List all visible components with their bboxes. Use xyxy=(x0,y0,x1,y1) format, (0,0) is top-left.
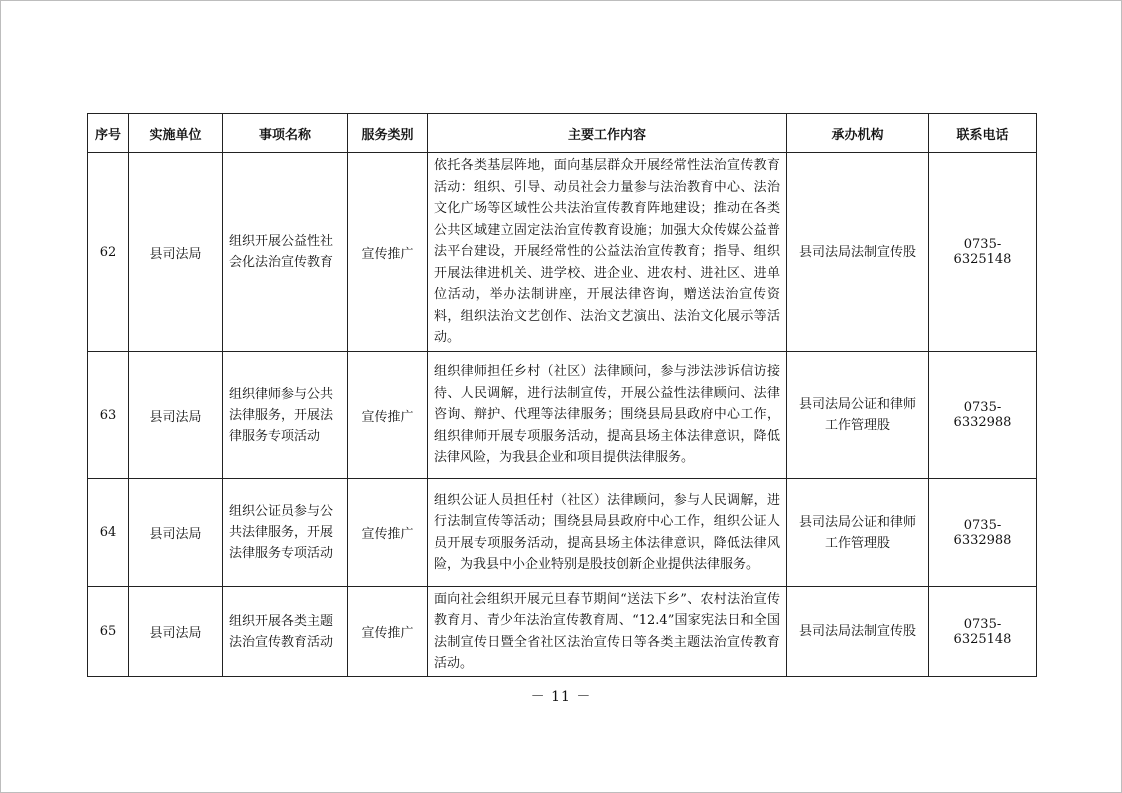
row-org: 县司法局公证和律师工作管理股 xyxy=(787,479,929,587)
row-unit: 县司法局 xyxy=(129,587,223,677)
table-row xyxy=(88,352,1037,479)
row-content: 依托各类基层阵地，面向基层群众开展经常性法治宣传教育活动：组织、引导、动员社会力量参与法治教育中心、法治文化广场等区域性公共法治宣传教育阵地建设；推动在各类公共区域建立固定法治宣传教育设施；加强大众传媒公益普法平台建设，开展经常性的公益法治宣传教育；指导、组织开展法律进机关、进学校、进企业、进农村、进社区、进单位活动，举办法制讲座，开展法律咨询，赠送法治宣传资料，组织法治文艺创作、法治文艺演出、法治文化展示等活动。 xyxy=(428,153,787,352)
row-unit: 县司法局 xyxy=(129,352,223,479)
row-phone: 0735-6325148 xyxy=(929,587,1037,677)
row-org: 县司法局公证和律师工作管理股 xyxy=(787,352,929,479)
header-content: 主要工作内容 xyxy=(428,114,787,153)
row-seq: 64 xyxy=(88,479,129,587)
row-org: 县司法局法制宣传股 xyxy=(787,587,929,677)
row-unit: 县司法局 xyxy=(129,479,223,587)
table-row xyxy=(88,479,1037,587)
row-content: 面向社会组织开展元旦春节期间“送法下乡”、农村法治宣传教育月、青少年法治宣传教育周、“12.4”国家宪法日和全国法制宣传日暨全省社区法治宣传日等各类主题法治宣传教育活动。 xyxy=(428,587,787,677)
page-number: － 11 － xyxy=(530,689,592,705)
row-phone: 0735-6332988 xyxy=(929,479,1037,587)
row-content: 组织公证人员担任村（社区）法律顾问，参与人民调解，进行法制宣传等活动；围绕县局县政府中心工作，组织公证人员开展专项服务活动，提高县场主体法律意识，降低法律风险，为我县中小企业特别是股技创新企业提供法律服务。 xyxy=(428,479,787,587)
table-header-row xyxy=(88,114,1037,153)
table-row xyxy=(88,153,1037,352)
table-row xyxy=(88,587,1037,677)
row-phone: 0735-6332988 xyxy=(929,352,1037,479)
services-table xyxy=(87,113,1037,677)
row-category: 宣传推广 xyxy=(348,153,428,352)
row-org: 县司法局法制宣传股 xyxy=(787,153,929,352)
row-item: 组织开展公益性社会化法治宣传教育 xyxy=(223,153,348,352)
row-seq: 65 xyxy=(88,587,129,677)
header-item: 事项名称 xyxy=(223,114,348,153)
row-item: 组织律师参与公共法律服务，开展法律服务专项活动 xyxy=(223,352,348,479)
row-phone: 0735-6325148 xyxy=(929,153,1037,352)
header-phone: 联系电话 xyxy=(929,114,1037,153)
row-category: 宣传推广 xyxy=(348,352,428,479)
header-seq: 序号 xyxy=(88,114,129,153)
row-item: 组织开展各类主题法治宣传教育活动 xyxy=(223,587,348,677)
row-category: 宣传推广 xyxy=(348,479,428,587)
header-unit: 实施单位 xyxy=(129,114,223,153)
row-seq: 62 xyxy=(88,153,129,352)
row-seq: 63 xyxy=(88,352,129,479)
header-category: 服务类别 xyxy=(348,114,428,153)
header-org: 承办机构 xyxy=(787,114,929,153)
row-content: 组织律师担任乡村（社区）法律顾问，参与涉法涉诉信访接待、人民调解，进行法制宣传，开展公益性法律顾问、法律咨询、辩护、代理等法律服务；围绕县局县政府中心工作，组织律师开展专项服务活动，提高县场主体法律意识，降低法律风险，为我县企业和项目提供法律服务。 xyxy=(428,352,787,479)
row-item: 组织公证员参与公共法律服务，开展法律服务专项活动 xyxy=(223,479,348,587)
row-unit: 县司法局 xyxy=(129,153,223,352)
row-category: 宣传推广 xyxy=(348,587,428,677)
